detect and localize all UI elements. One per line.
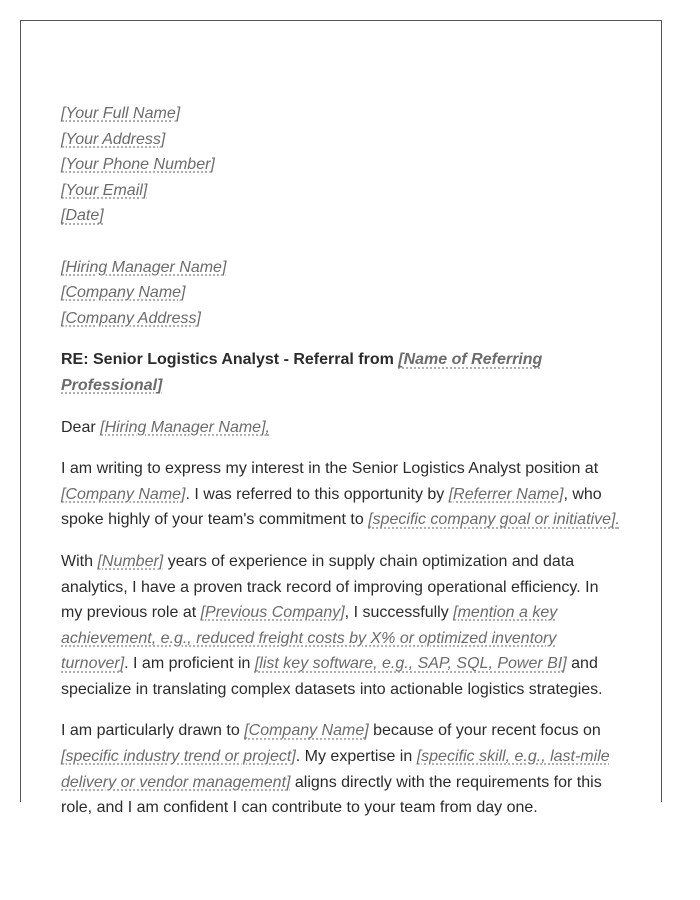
letter-page — [20, 20, 662, 817]
para3-skill-placeholder[interactable]: [specific skill, e.g., last-mile delivery or vendor management] — [61, 748, 610, 791]
para2-text-3: , I successfully — [344, 604, 454, 622]
para1-text-2: . I was referred to this opportunity by — [185, 485, 449, 503]
para1-text-3: , who spoke highly of your team's commitment to — [61, 485, 602, 529]
para3-text-3: . My expertise in — [295, 748, 417, 766]
recipient-address-placeholder[interactable]: [Company Address] — [61, 309, 201, 327]
salutation-prefix: Dear — [61, 418, 101, 436]
para1-company-placeholder[interactable]: [Company Name] — [61, 485, 186, 503]
paragraph-intro — [61, 456, 621, 533]
para3-text-4: aligns directly with the requirements for this role, and I am confident I can contribute to your team from day one. — [61, 773, 602, 817]
para3-trend-placeholder[interactable]: [specific industry trend or project] — [61, 748, 296, 766]
recipient-manager-placeholder[interactable]: [Hiring Manager Name] — [61, 258, 227, 276]
para2-text-5: and specialize in translating complex datasets into actionable logistics strategies. — [61, 655, 603, 698]
para2-previous-company-placeholder[interactable]: [Previous Company] — [200, 604, 345, 622]
para3-company-placeholder[interactable]: [Company Name] — [244, 722, 369, 740]
recipient-block — [61, 255, 621, 332]
para1-goal-placeholder[interactable]: [specific company goal or initiative] — [368, 511, 616, 529]
salutation-name-placeholder[interactable]: [Hiring Manager Name] — [100, 418, 266, 436]
sender-name-placeholder[interactable]: [Your Full Name] — [61, 105, 181, 122]
date-placeholder[interactable]: [Date] — [61, 207, 104, 225]
para2-text-1: With — [61, 552, 98, 570]
para2-achievement-placeholder[interactable]: [mention a key achievement, e.g., reduced freight costs by X% or optimized inventory turnover] — [61, 604, 558, 673]
referrer-name-placeholder[interactable]: [Name of Referring Professional] — [61, 351, 543, 394]
salutation-suffix: , — [265, 418, 270, 436]
para2-text-4: . I am proficient in — [124, 655, 255, 673]
para2-software-placeholder[interactable]: [list key software, e.g., SAP, SQL, Power BI] — [254, 655, 567, 673]
paragraph-motivation — [61, 718, 621, 820]
recipient-company-placeholder[interactable]: [Company Name] — [61, 284, 186, 302]
para1-referrer-placeholder[interactable]: [Referrer Name] — [448, 485, 564, 503]
paragraph-experience — [61, 549, 621, 703]
para2-text-2: years of experience in supply chain optimization and data analytics, I have a proven track record of improving operational efficiency. In my previous role at — [61, 552, 599, 622]
sender-block — [61, 101, 621, 229]
para3-text-1: I am particularly drawn to — [61, 722, 245, 740]
subject-text: RE: Senior Logistics Analyst - Referral from — [61, 351, 399, 369]
para1-text-4: . — [615, 511, 620, 529]
para3-text-2: because of your recent focus on — [368, 722, 601, 740]
salutation — [61, 415, 621, 441]
sender-phone-placeholder[interactable]: [Your Phone Number] — [61, 156, 215, 174]
para1-text-1: I am writing to express my interest in the Senior Logistics Analyst position at — [61, 460, 599, 478]
subject-line — [61, 347, 621, 398]
sender-email-placeholder[interactable]: [Your Email] — [61, 181, 148, 199]
letter-body — [61, 101, 621, 837]
para2-years-placeholder[interactable]: [Number] — [97, 552, 164, 570]
sender-address-placeholder[interactable]: [Your Address] — [61, 130, 166, 148]
